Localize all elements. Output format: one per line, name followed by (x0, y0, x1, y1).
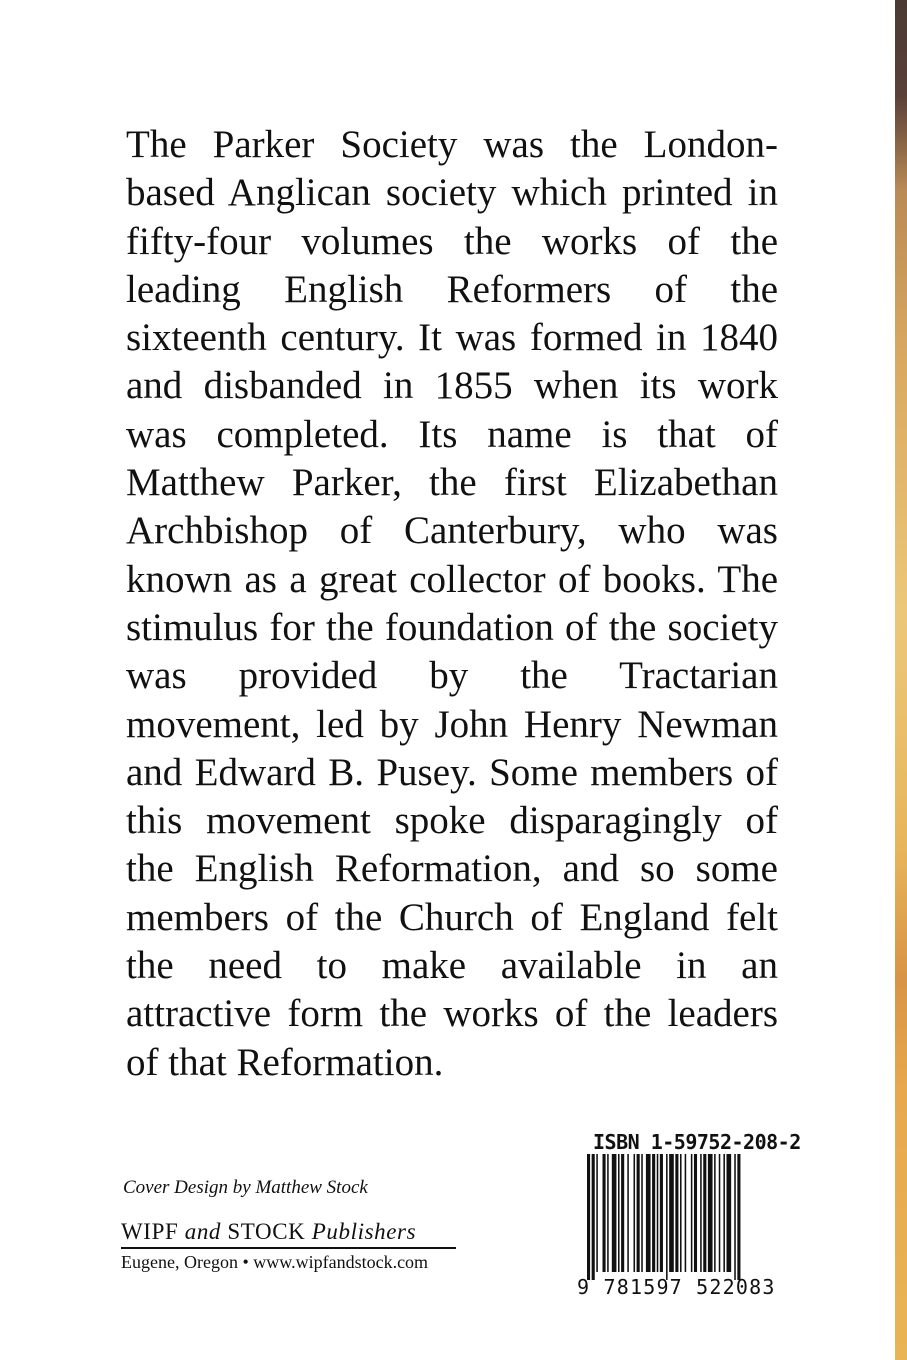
barcode-bar (700, 1154, 702, 1272)
cover-design-credit: Cover Design by Matthew Stock (123, 1177, 368, 1198)
barcode-bar (666, 1154, 668, 1280)
barcode-bar (723, 1154, 725, 1272)
back-cover-blurb: The Parker Society was the London-based Anglican society which printed in fifty-four volumes the works of the leading English Reformers of the sixteenth century. It was formed in 1840 and disbanded in 1855 when its work was completed. Its name is that of Matthew Parker, the first Elizabethan Archbishop of Canterbury, who was known as a great collector of books. The stimulus for the foundation of the society was provided by the Tractarian movement, led by John Henry Newman and Edward B. Pusey. Some members of this movement spoke disparagingly of the English Reformation, and so some members of the Church of England felt the need to make available in an attractive form the works of the leaders of that Reformation. (126, 123, 778, 1084)
barcode-digits: 9 781597 522083 (577, 1275, 776, 1299)
barcode-bar (691, 1154, 693, 1272)
barcode-bar (627, 1154, 629, 1272)
barcode-bar (669, 1154, 674, 1272)
publisher-name (121, 1219, 416, 1245)
barcode-bar (675, 1154, 678, 1272)
barcode-bar (694, 1154, 697, 1272)
publisher-address: Eugene, Oregon • www.wipfandstock.com (121, 1252, 429, 1272)
barcode-bar (660, 1154, 663, 1272)
barcode-bar (737, 1154, 740, 1280)
barcode-bar (680, 1154, 682, 1272)
barcode-bar (657, 1154, 659, 1272)
publisher-name-stock: STOCK (227, 1219, 306, 1244)
cover-spine-strip (895, 0, 907, 1360)
barcode-bar (652, 1154, 655, 1272)
barcode-bar (719, 1154, 721, 1272)
barcode-bar (592, 1154, 595, 1280)
barcode-bar (708, 1154, 713, 1272)
barcode-bar (634, 1154, 636, 1272)
barcode-bar (637, 1154, 640, 1272)
barcode-bar (607, 1154, 609, 1272)
barcode-bar (618, 1154, 620, 1272)
barcode-bar (603, 1154, 606, 1272)
barcode-bar (596, 1154, 598, 1272)
isbn-label: ISBN 1-59752-208-2 (593, 1130, 801, 1154)
barcode-bar (641, 1154, 643, 1272)
barcode-bar (612, 1154, 617, 1272)
barcode-bar (703, 1154, 706, 1272)
isbn-barcode (587, 1154, 783, 1280)
barcode-bar (714, 1154, 716, 1272)
barcode-bar (587, 1154, 590, 1280)
publisher-name-wipf: WIPF (121, 1219, 179, 1244)
barcode-bar (685, 1154, 687, 1272)
publisher-name-and: and (184, 1219, 222, 1244)
barcode-bar (621, 1154, 624, 1272)
publisher-name-publishers: Publishers (311, 1219, 417, 1244)
barcode-bar (734, 1154, 736, 1280)
barcode-bar (646, 1154, 651, 1272)
publisher-divider (121, 1247, 456, 1249)
barcode-bar (727, 1154, 732, 1272)
